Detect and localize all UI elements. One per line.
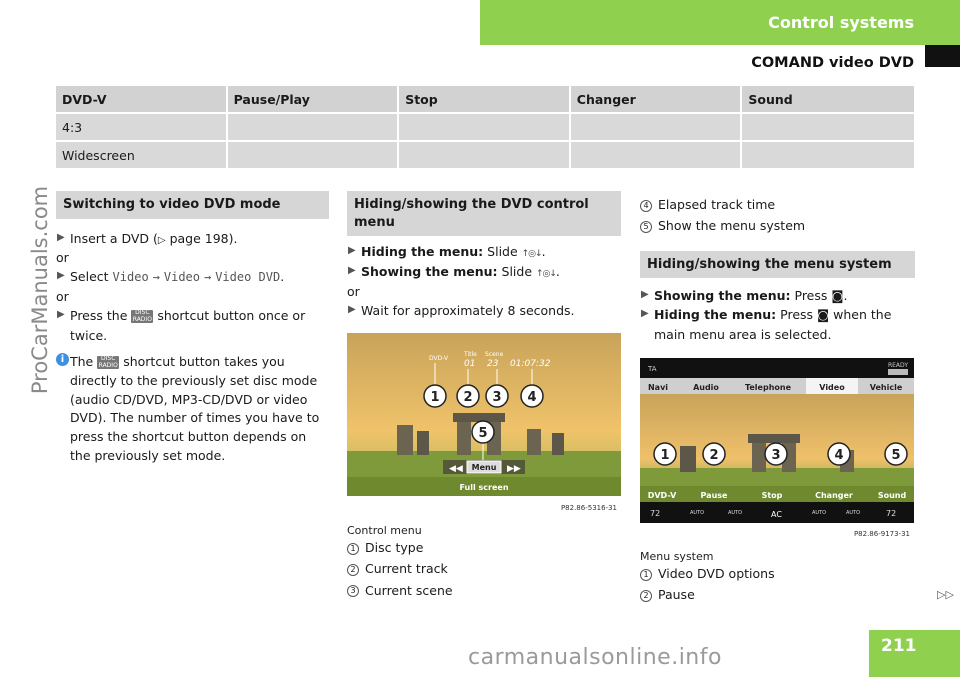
or-text: or xyxy=(347,283,360,299)
controller-slide-icon: ↑◎↓ xyxy=(535,269,556,280)
svg-text:Audio: Audio xyxy=(693,383,719,392)
svg-text:2: 2 xyxy=(463,390,473,405)
thumb-tab xyxy=(925,45,960,67)
step-show-menu: ▶ Showing the menu: Slide ↑◎↓. xyxy=(348,264,560,280)
svg-text:◀◀: ◀◀ xyxy=(449,464,463,474)
svg-text:Navi: Navi xyxy=(647,383,669,392)
table-header: Changer xyxy=(571,86,743,112)
bullet-triangle-icon: ▶ xyxy=(641,308,649,320)
svg-text:Telephone: Telephone xyxy=(744,383,792,392)
svg-text:5: 5 xyxy=(478,426,488,441)
section-heading: Hiding/showing the menu system xyxy=(640,251,915,279)
step-show-menu-system: ▶ Showing the menu: Press ◙. xyxy=(641,288,848,304)
table-header: DVD-V xyxy=(56,86,228,112)
image-caption: Menu system xyxy=(640,550,714,563)
column-menu-system xyxy=(640,194,915,344)
svg-text:P82.86-9173-31: P82.86-9173-31 xyxy=(853,530,910,538)
step-select-video: ▶ Select Video → Video → Video DVD. xyxy=(57,269,285,285)
svg-text:READY: READY xyxy=(887,362,908,369)
section-heading: Hiding/showing the DVD control menu xyxy=(347,191,621,236)
side-watermark: ProCarManuals.com xyxy=(28,185,52,395)
legend-item: 4 Elapsed track time xyxy=(640,194,915,215)
bullet-triangle-icon: ▶ xyxy=(641,289,649,301)
table-header: Sound xyxy=(742,86,914,112)
legend-item: 3 Current scene xyxy=(347,580,621,601)
svg-text:Changer: Changer xyxy=(815,491,853,500)
svg-text:1: 1 xyxy=(660,448,670,463)
section-heading: Switching to video DVD mode xyxy=(56,191,329,219)
bullet-triangle-icon: ▶ xyxy=(348,265,356,277)
table-row xyxy=(56,142,914,168)
svg-text:2: 2 xyxy=(709,448,719,463)
controller-press-icon: ◙ xyxy=(831,288,844,304)
svg-text:72: 72 xyxy=(650,509,661,518)
bullet-triangle-icon: ▶ xyxy=(57,231,65,243)
section-title: Control systems xyxy=(768,13,914,32)
svg-text:P82.86-5316-31: P82.86-5316-31 xyxy=(560,504,617,512)
svg-text:Pause: Pause xyxy=(700,491,728,500)
table-cell xyxy=(742,114,914,140)
table-cell: 4:3 xyxy=(56,114,228,140)
svg-text:AC: AC xyxy=(771,510,782,519)
legend-item: 5 Show the menu system xyxy=(640,215,915,236)
svg-text:Stop: Stop xyxy=(761,491,783,500)
control-menu-image xyxy=(347,333,621,516)
page-ref-arrow-icon: ▷ xyxy=(157,234,166,246)
continue-icon: ▷▷ xyxy=(937,588,954,601)
table-cell xyxy=(571,114,743,140)
svg-text:3: 3 xyxy=(492,390,502,405)
legend-item: 1 Disc type xyxy=(347,537,621,558)
svg-text:Video: Video xyxy=(819,383,845,392)
svg-text:DVD-V: DVD-V xyxy=(429,355,449,362)
svg-text:AUTO: AUTO xyxy=(690,510,705,516)
legend-item: 2 Pause xyxy=(640,584,915,605)
stonehenge-screen-illustration xyxy=(347,333,621,516)
svg-text:Full screen: Full screen xyxy=(459,483,509,492)
svg-text:Vehicle: Vehicle xyxy=(869,383,903,392)
info-note: i The DISC RADIO shortcut button takes you directly to the previously set disc mode (audio CD/DVD, MP3-CD/DVD or video DVD). The number of times you have to press the shortcut button depends on the previously set mode. xyxy=(56,353,329,466)
bullet-triangle-icon: ▶ xyxy=(57,270,65,282)
bullet-triangle-icon: ▶ xyxy=(348,304,356,316)
control-menu-legend xyxy=(347,524,621,601)
svg-text:01: 01 xyxy=(464,359,476,369)
subsection-title: COMAND video DVD xyxy=(751,55,914,71)
svg-text:Title: Title xyxy=(464,351,477,358)
or-text: or xyxy=(56,289,69,305)
svg-text:TA: TA xyxy=(648,365,657,373)
svg-text:AUTO: AUTO xyxy=(846,510,861,516)
bullet-triangle-icon: ▶ xyxy=(57,309,65,321)
svg-text:72: 72 xyxy=(886,509,897,518)
image-caption: Control menu xyxy=(347,524,422,537)
svg-text:23: 23 xyxy=(487,359,499,369)
menu-system-legend xyxy=(640,550,915,606)
column-dvd-control-menu xyxy=(347,191,621,321)
menu-system-image xyxy=(640,358,914,541)
menu-system-screen-illustration xyxy=(640,358,914,541)
controller-slide-icon: ↑◎↓ xyxy=(521,249,542,260)
bullet-triangle-icon: ▶ xyxy=(348,245,356,257)
svg-text:AUTO: AUTO xyxy=(812,510,827,516)
svg-text:3: 3 xyxy=(771,448,781,463)
table-header: Stop xyxy=(399,86,571,112)
step-hide-menu: ▶ Hiding the menu: Slide ↑◎↓. xyxy=(348,244,546,260)
svg-text:▶▶: ▶▶ xyxy=(507,464,521,474)
svg-text:AUTO: AUTO xyxy=(728,510,743,516)
function-table xyxy=(56,84,914,170)
table-cell xyxy=(742,142,914,168)
table-cell xyxy=(399,142,571,168)
step-press-disc: ▶ Press the DISC RADIO shortcut button once or twice. xyxy=(57,308,306,343)
column-video-dvd-mode xyxy=(56,191,329,466)
svg-text:DVD-V: DVD-V xyxy=(647,491,677,500)
svg-text:1: 1 xyxy=(430,390,440,405)
table-cell xyxy=(399,114,571,140)
svg-text:Menu: Menu xyxy=(471,463,497,472)
info-icon: i xyxy=(56,353,69,366)
legend-item: 2 Current track xyxy=(347,558,621,579)
table-row xyxy=(56,114,914,140)
svg-text:01:07:32: 01:07:32 xyxy=(510,359,551,369)
table-header: Pause/Play xyxy=(228,86,400,112)
svg-text:4: 4 xyxy=(834,448,844,463)
page-number: 211 xyxy=(869,630,960,677)
controller-press-icon: ◙ xyxy=(817,307,830,323)
table-cell: Widescreen xyxy=(56,142,228,168)
or-text: or xyxy=(56,250,69,266)
disc-radio-button-icon: DISC RADIO xyxy=(98,355,118,369)
svg-text:4: 4 xyxy=(527,390,537,405)
step-hide-menu-system: ▶ Hiding the menu: Press ◙ when the main menu area is selected. xyxy=(641,307,892,342)
footer-watermark: carmanualsonline.info xyxy=(468,645,722,670)
svg-text:5: 5 xyxy=(891,448,901,463)
table-header-row xyxy=(56,86,914,112)
step-insert-dvd: ▶ Insert a DVD (▷ page 198). xyxy=(57,230,238,246)
table-cell xyxy=(228,114,400,140)
disc-radio-button-icon: DISC RADIO xyxy=(132,309,152,323)
svg-text:Scene: Scene xyxy=(485,351,504,358)
svg-text:Sound: Sound xyxy=(877,491,907,500)
legend-item: 1 Video DVD options xyxy=(640,563,915,584)
table-cell xyxy=(571,142,743,168)
step-wait: ▶ Wait for approximately 8 seconds. xyxy=(348,303,575,319)
table-cell xyxy=(228,142,400,168)
